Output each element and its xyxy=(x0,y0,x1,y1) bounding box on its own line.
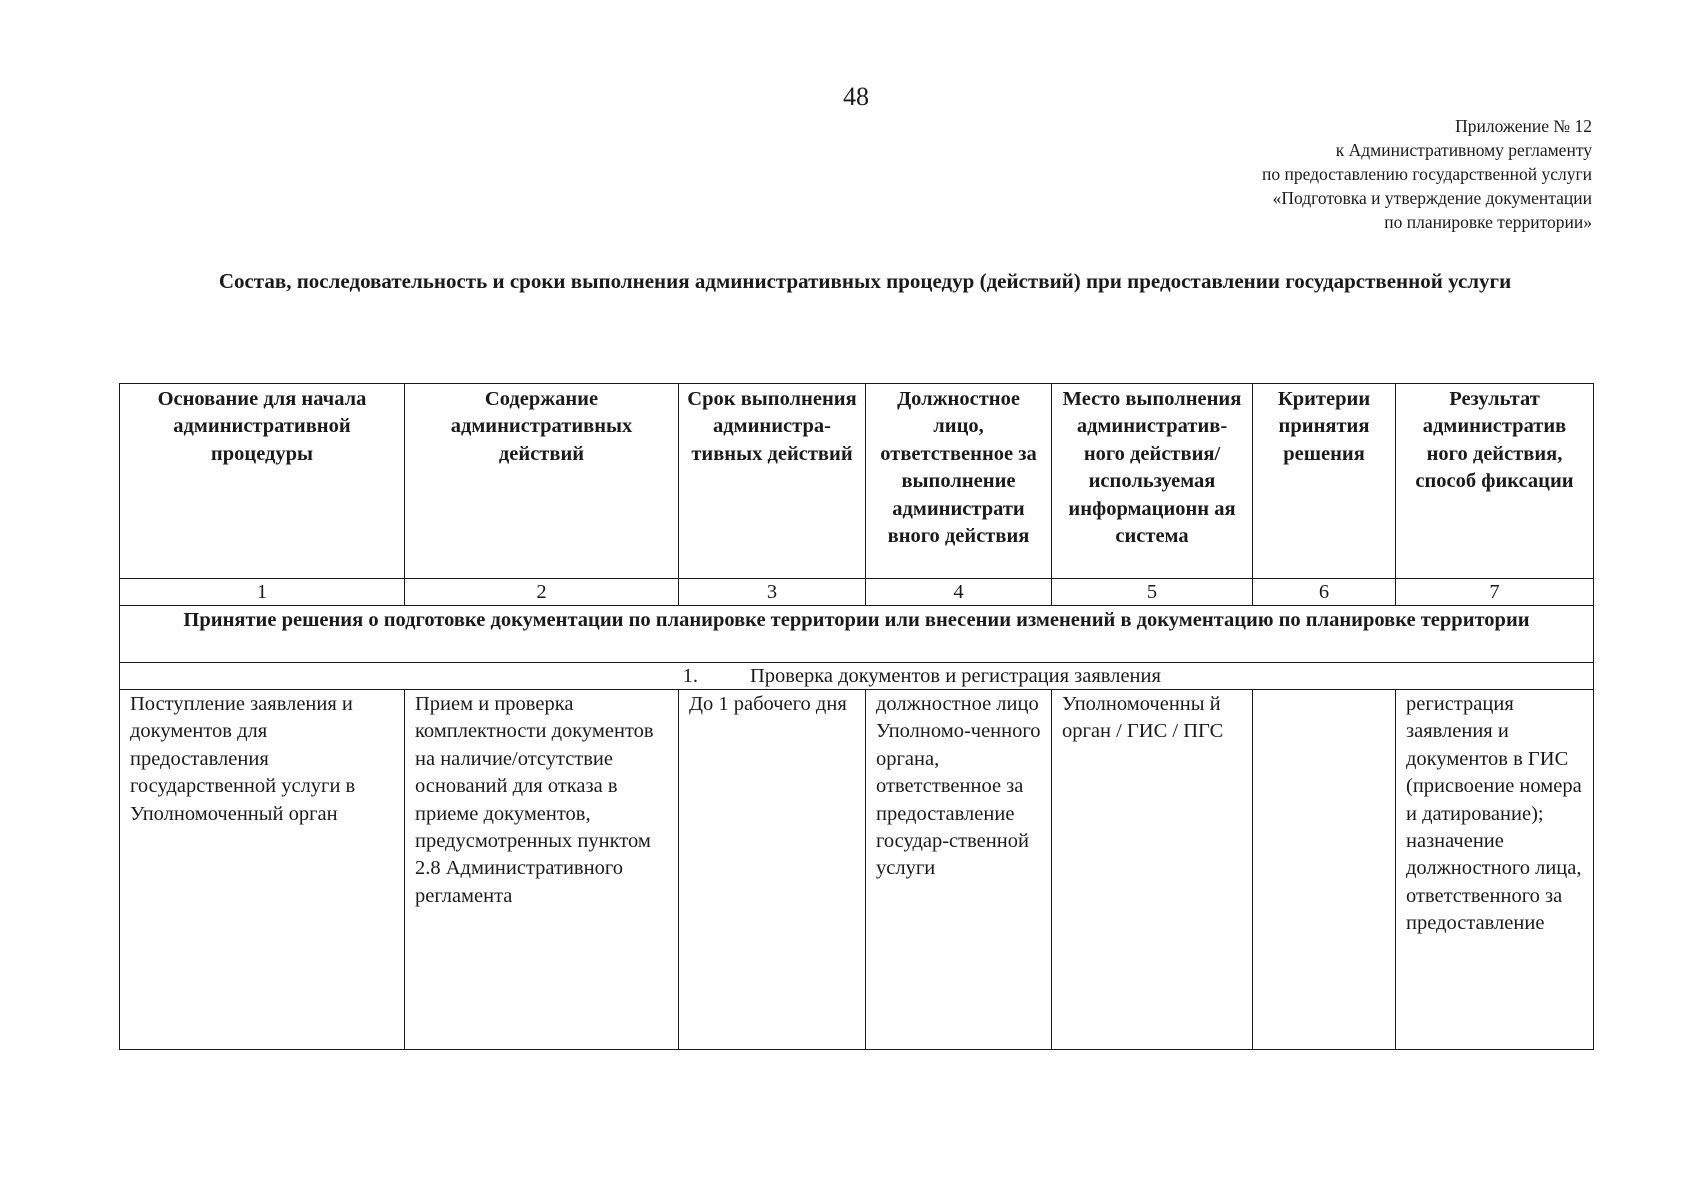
appendix-line: к Административному регламенту xyxy=(1335,140,1592,160)
header-term: Срок выполнения администра-тивных действий xyxy=(679,384,866,579)
section-title: Принятие решения о подготовке документации по планировке территории или внесении изменений в документацию по планировке территории xyxy=(120,606,1594,663)
section-row xyxy=(120,606,1594,663)
column-number: 1 xyxy=(120,579,405,606)
column-number: 5 xyxy=(1052,579,1253,606)
table-header-row xyxy=(120,384,1594,579)
subsection-cell xyxy=(120,663,1594,690)
appendix-line: по предоставлению государственной услуги xyxy=(1262,164,1592,184)
cell-place: Уполномоченны й орган / ГИС / ПГС xyxy=(1052,690,1253,1050)
column-number-row xyxy=(120,579,1594,606)
cell-result: регистрация заявления и документов в ГИС (присвоение номера и датирование); назначение должностного лица, ответственного за предоставление xyxy=(1396,690,1594,1050)
appendix-line: Приложение № 12 xyxy=(1455,116,1592,136)
subsection-title: Проверка документов и регистрация заявления xyxy=(750,665,1161,687)
document-title: Состав, последовательность и сроки выполнения административных процедур (действий) при предоставлении государственной услуги xyxy=(218,269,1512,293)
header-content: Содержание административных действий xyxy=(405,384,679,579)
column-number: 6 xyxy=(1253,579,1396,606)
cell-criteria xyxy=(1253,690,1396,1050)
cell-official: должностное лицо Уполномо-ченного органа, ответственное за предоставление государ-ственной услуги xyxy=(866,690,1052,1050)
cell-content: Прием и проверка комплектности документов на наличие/отсутствие оснований для отказа в приеме документов, предусмотренных пунктом 2.8 Административного регламента xyxy=(405,690,679,1050)
appendix-line: «Подготовка и утверждение документации xyxy=(1272,188,1592,208)
header-basis: Основание для начала административной процедуры xyxy=(120,384,405,579)
header-result: Результат административ ного действия, способ фиксации xyxy=(1396,384,1594,579)
header-official: Должностное лицо, ответственное за выполнение администрати вного действия xyxy=(866,384,1052,579)
header-place: Место выполнения административ-ного действия/ используемая информационн ая система xyxy=(1052,384,1253,579)
appendix-note xyxy=(1262,114,1592,234)
procedures-table xyxy=(119,383,1594,1050)
column-number: 3 xyxy=(679,579,866,606)
header-criteria: Критерии принятия решения xyxy=(1253,384,1396,579)
column-number: 7 xyxy=(1396,579,1594,606)
subsection-row xyxy=(120,663,1594,690)
cell-basis: Поступление заявления и документов для предоставления государственной услуги в Уполномоченный орган xyxy=(120,690,405,1050)
appendix-line: по планировке территории» xyxy=(1384,212,1592,232)
subsection-number: 1. xyxy=(682,665,698,687)
column-number: 2 xyxy=(405,579,679,606)
column-number: 4 xyxy=(866,579,1052,606)
table-row xyxy=(120,690,1594,1050)
page-number: 48 xyxy=(843,82,869,111)
cell-term: До 1 рабочего дня xyxy=(679,690,866,1050)
